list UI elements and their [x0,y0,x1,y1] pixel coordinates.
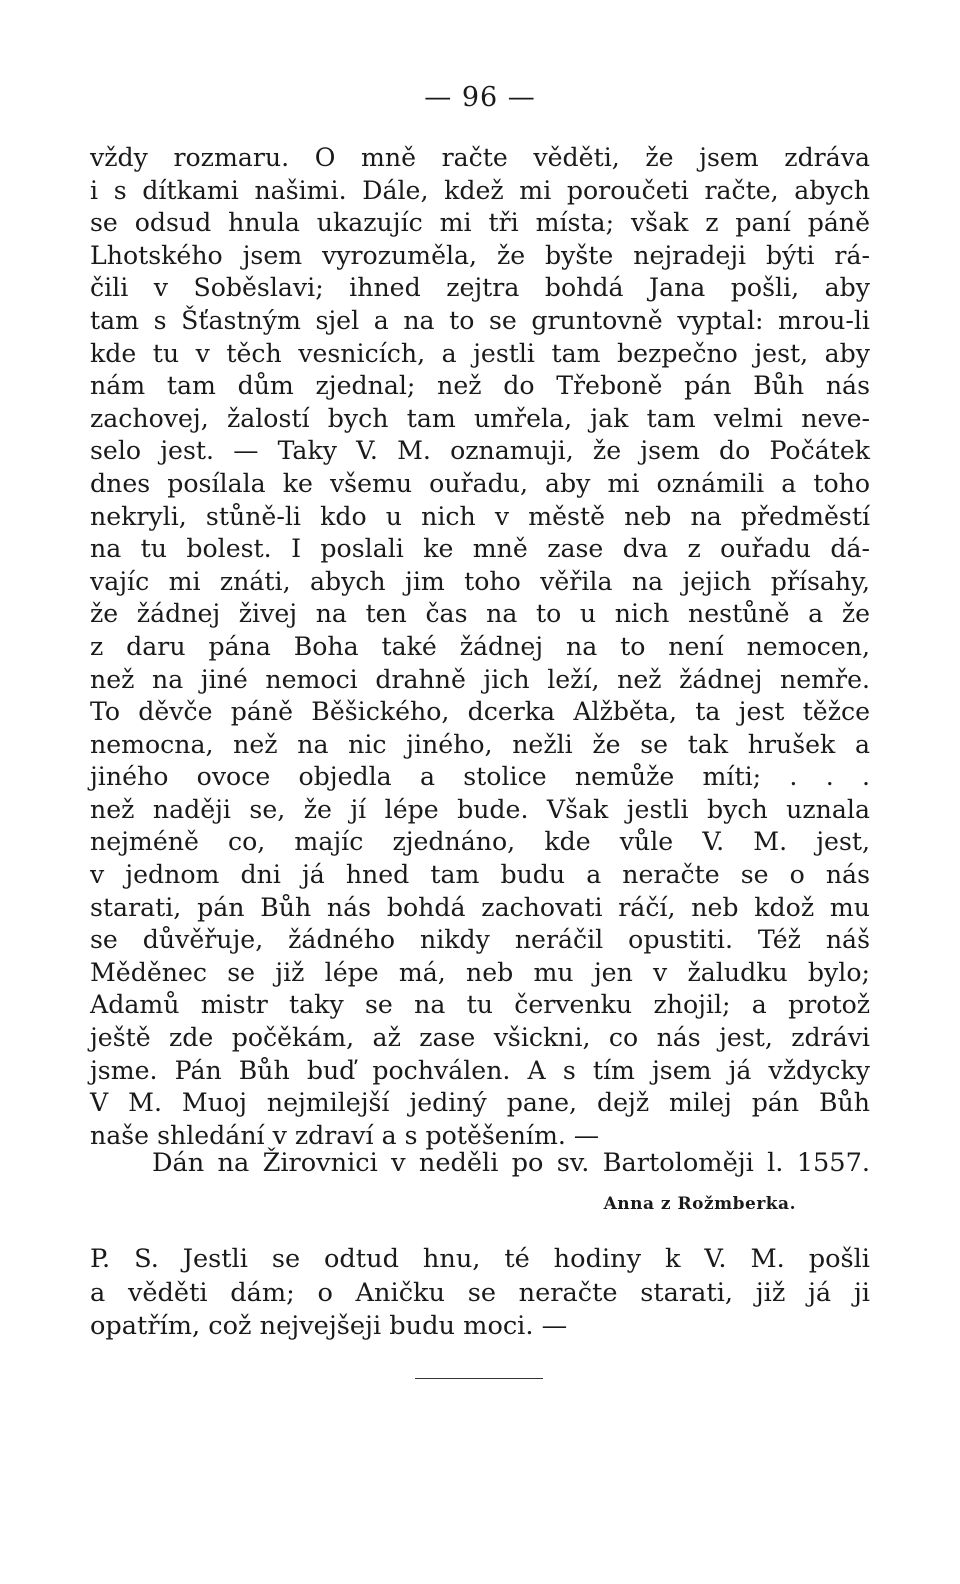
text-line: To děvče páně Běšického, dcerka Alžběta, ta jest těžce [90,697,870,727]
signature: Anna z Rožmberka. [603,1194,796,1214]
postscript-line: a věděti dám; o Aničku se neračte starati, již já ji [90,1277,870,1308]
letter-body [90,142,870,1152]
text-line: ještě zde počěkám, až zase všickni, co nás jest, zdrávi [90,1023,870,1053]
text-line: než naději se, že jí lépe bude. Však jestli bych uznala [90,794,870,824]
text-line: se důvěřuje, žádného nikdy neráčil opustiti. Též náš [90,925,870,955]
postscript-line: P. S. Jestli se odtud hnu, té hodiny k V. M. pošli [90,1244,870,1274]
end-rule [415,1378,543,1379]
page-number: — 96 — [424,82,536,113]
dateline: Dán na Žirovnici v neděli po sv. Bartoloměji l. 1557. [152,1148,870,1178]
text-line: nemocna, než na nic jiného, nežli že se tak hrušek a [90,729,870,759]
text-line: že žádnej živej na ten čas na to u nich nestůně a že [90,599,870,629]
text-line: nám tam dům zjednal; než do Třeboně pán Bůh nás [90,371,870,401]
text-line: z daru pána Boha také žádnej na to není nemocen, [90,631,870,661]
text-line: starati, pán Bůh nás bohdá zachovati ráčí, neb kdož mu [90,892,870,922]
text-line: vajíc mi znáti, abych jim toho věřila na jejich přísahy, [90,566,870,596]
text-line: jsme. Pán Bůh buď pochválen. A s tím jsem já vždycky [90,1055,870,1085]
text-line: Adamů mistr taky se na tu červenku zhojil; a protož [90,990,870,1020]
text-line: i s dítkami našimi. Dále, kdež mi poroučeti račte, abych [90,175,870,205]
text-line: Měděnec se již lépe má, neb mu jen v žaludku bylo; [90,957,870,987]
postscript-line: opatřím, což nejvejšeji budu moci. — [90,1311,568,1341]
text-line: dnes posílala ke všemu ouřadu, aby mi oznámili a toho [90,468,870,498]
text-line: vždy rozmaru. O mně račte věděti, že jsem zdráva [90,143,870,172]
text-line: selo jest. — Taky V. M. oznamuji, že jsem do Počátek [90,436,870,466]
text-line: V M. Muoj nejmilejší jediný pane, dejž milej pán Bůh [90,1088,870,1118]
text-line: Lhotského jsem vyrozuměla, že byšte nejradeji býti rá- [90,240,870,270]
text-line: jiného ovoce objedla a stolice nemůže míti; . . . [90,762,870,792]
text-line: na tu bolest. I poslali ke mně zase dva z ouřadu dá- [90,534,870,564]
text-line: zachovej, žalostí bych tam umřela, jak tam velmi neve- [90,403,870,433]
text-line: nejméně co, majíc zjednáno, kde vůle V. M. jest, [90,827,870,857]
text-line: nekryli, stůně-li kdo u nich v městě neb na předměstí [90,501,870,531]
text-line: naše shledání v zdraví a s potěšením. — [90,1120,600,1150]
text-line: kde tu v těch vesnicích, a jestli tam bezpečno jest, aby [90,338,870,368]
text-line: se odsud hnula ukazujíc mi tři místa; však z paní páně [90,208,870,238]
text-line: čili v Soběslavi; ihned zejtra bohdá Jana pošli, aby [90,273,870,303]
postscript [90,1243,870,1344]
text-line: tam s Šťastným sjel a na to se gruntovně vyptal: mrou-li [90,305,870,335]
text-line: v jednom dni já hned tam budu a neračte se o nás [90,860,870,890]
text-line: než na jiné nemoci drahně jich leží, než žádnej nemře. [90,664,870,694]
